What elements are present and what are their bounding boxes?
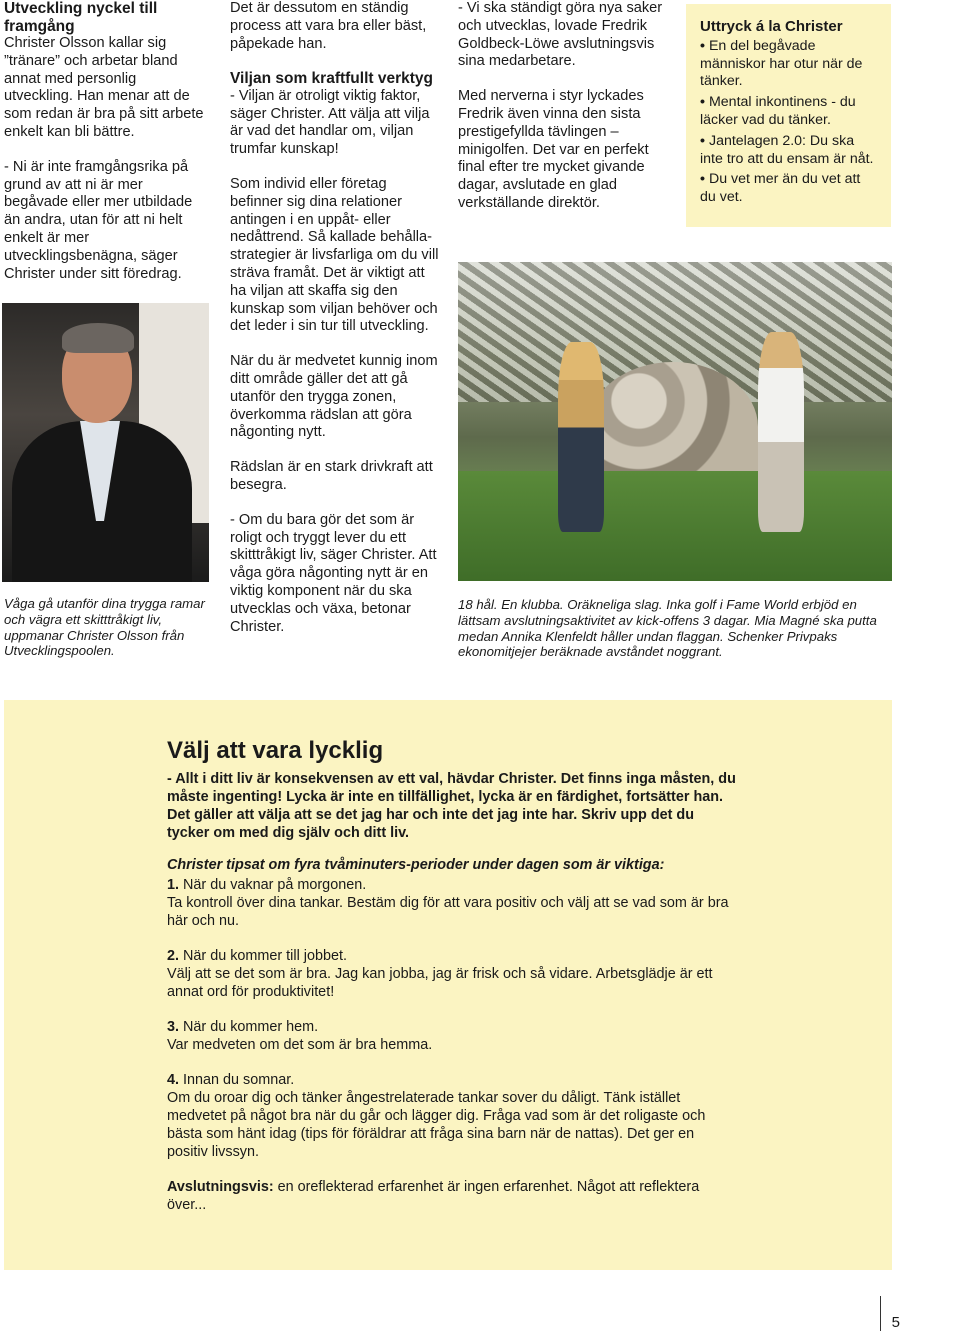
divider bbox=[880, 1296, 881, 1331]
paragraph: - Ni är inte framgångsrika på grund av att ni är mer begåvade eller mer utbildade än andra, utan för att ni helt enkelt är mer utvecklingsbenägna, säger Christer under sitt föredrag. bbox=[4, 158, 193, 282]
sidebar-title: Uttryck á la Christer bbox=[700, 18, 843, 35]
subheading: Viljan som kraftfullt verktyg bbox=[230, 70, 433, 88]
tip-number: 3. bbox=[167, 1019, 180, 1035]
paragraph: Det är dessutom en ständig process att vara bra eller bäst, påpekade han. bbox=[230, 0, 427, 52]
box-title: Välj att vara lycklig bbox=[167, 737, 384, 764]
tip-text: Om du oroar dig och tänker ångestrelaterade tankar sover du dåligt. Tänk istället medvetet på något bra när du går och lägger dig. Fråga vad som är det roligaste och bästa som hänt idag (tips för föräldrar att fråga sina barn när de nattas). Det ger en positiv livssyn. bbox=[167, 1090, 706, 1160]
tip-number: 4. bbox=[167, 1072, 180, 1088]
closing-paragraph bbox=[167, 1178, 737, 1214]
paragraph: Rädslan är en stark drivkraft att besegra. bbox=[230, 459, 433, 494]
column-2 bbox=[230, 0, 440, 653]
tip-title: När du vaknar på morgonen. bbox=[183, 877, 367, 893]
closing-label: Avslutningsvis: bbox=[167, 1179, 274, 1195]
happiness-box bbox=[4, 700, 892, 1270]
tip-number: 2. bbox=[167, 948, 180, 964]
paragraph: - Vi ska ständigt göra nya saker och utvecklas, lovade Fredrik Goldbeck-Löwe avslutningsvis sina medarbetare. bbox=[458, 0, 663, 70]
paragraph: - Viljan är otroligt viktig faktor, säger Christer. Att välja att vilja är vad det handlar om, viljan trumfar kunskap! bbox=[230, 87, 430, 158]
bullet-icon: • bbox=[700, 37, 705, 54]
list-item: • Mental inkontinens - du läcker vad du tänker. bbox=[700, 94, 856, 128]
tips-heading: Christer tipsat om fyra tvåminuters-perioder under dagen som är viktiga: bbox=[167, 857, 665, 873]
bullet-icon: • bbox=[700, 132, 705, 149]
page-number: 5 bbox=[891, 1314, 900, 1331]
tip-title: Innan du somnar. bbox=[183, 1072, 295, 1088]
column-1 bbox=[4, 0, 209, 300]
photo-christer-olsson bbox=[2, 303, 209, 582]
column-3 bbox=[458, 0, 668, 230]
tip-item bbox=[167, 1018, 737, 1054]
paragraph: Christer Olsson kallar sig ”tränare” och arbetar bland annat med personlig utveckling. Han menar att de som redan är bra på sitt arbete enkelt kan bli bättre. bbox=[4, 35, 204, 140]
paragraph: - Om du bara gör det som är roligt och tryggt lever du ett skitttråkigt liv, säger Christer. Att våga göra någonting nytt är en viktig komponent när du ska utvecklas och växa, betonar Christer. bbox=[230, 511, 437, 635]
tip-item bbox=[167, 876, 737, 930]
paragraph: När du är medvetet kunnig inom ditt område gäller det att gå utanför den trygga zonen, överkomma rädslan att göra någonting nytt. bbox=[230, 353, 438, 441]
article-heading: Utveckling nyckel till framgång bbox=[4, 0, 158, 35]
tip-title: När du kommer hem. bbox=[183, 1019, 319, 1035]
tip-text: Var medveten om det som är bra hemma. bbox=[167, 1037, 433, 1053]
box-intro: - Allt i ditt liv är konsekvensen av ett val, hävdar Christer. Det finns inga måsten, du måste ingenting! Lycka är inte en tillfällighet, lycka är en färdighet, fortsätter han. Det gäller att välja att se det jag har och inte det jag inte har. Skriv upp det du tycker om med dig själv och ditt liv. bbox=[167, 771, 736, 841]
tip-item bbox=[167, 1071, 737, 1161]
photo-caption: 18 hål. En klubba. Oräkneliga slag. Inka golf i Fame World erbjöd en lättsam avslutningsaktivitet av kick-offens 3 dagar. Mia Magné ska putta medan Annika Klenfeldt håller undan flaggan. Schenker Privpaks ekonomitjejer beräknade avståndet noggrant. bbox=[458, 597, 877, 660]
tip-item bbox=[167, 947, 737, 1001]
list-item: • Du vet mer än du vet att du vet. bbox=[700, 171, 861, 206]
tip-text: Välj att se det som är bra. Jag kan jobba, jag är frisk och så vidare. Arbetsglädje är ett annat ord för produktivitet! bbox=[167, 966, 713, 1000]
paragraph: Som individ eller företag befinner sig dina relationer antingen i en uppåt- eller nedåttrend. Så kallade behålla-strategier är livsfarliga om du vill sträva framåt. Det är viktigt att ha viljan att skaffa sig den kunskap som viljan behöver och det leder i sin tur till utveckling. bbox=[230, 176, 439, 335]
photo-caption: Våga gå utanför dina trygga ramar och vägra ett skitttråkigt liv, uppmanar Christer Olsson från Utvecklingspoolen. bbox=[4, 596, 205, 659]
tip-text: Ta kontroll över dina tankar. Bestäm dig för att vara positiv och välj att se vad som är bra här och nu. bbox=[167, 895, 729, 929]
photo-minigolf bbox=[458, 262, 892, 581]
quote-list bbox=[700, 38, 877, 207]
bullet-icon: • bbox=[700, 171, 705, 188]
paragraph: Med nerverna i styr lyckades Fredrik även vinna den sista prestigefyllda tävlingen – minigolfen. Det var en perfekt final efter tre mycket givande dagar, avslutade en glad verkställande direktör. bbox=[458, 88, 649, 211]
quotes-sidebar bbox=[686, 4, 891, 227]
tip-title: När du kommer till jobbet. bbox=[183, 948, 347, 964]
closing-text: en oreflekterad erfarenhet är ingen erfarenhet. Något att reflektera över... bbox=[167, 1179, 700, 1213]
list-item: • En del begåvade människor har otur när de tänker. bbox=[700, 37, 863, 90]
tip-number: 1. bbox=[167, 877, 180, 893]
bullet-icon: • bbox=[700, 94, 705, 111]
list-item: • Jantelagen 2.0: Du ska inte tro att du ensam är nåt. bbox=[700, 132, 874, 167]
